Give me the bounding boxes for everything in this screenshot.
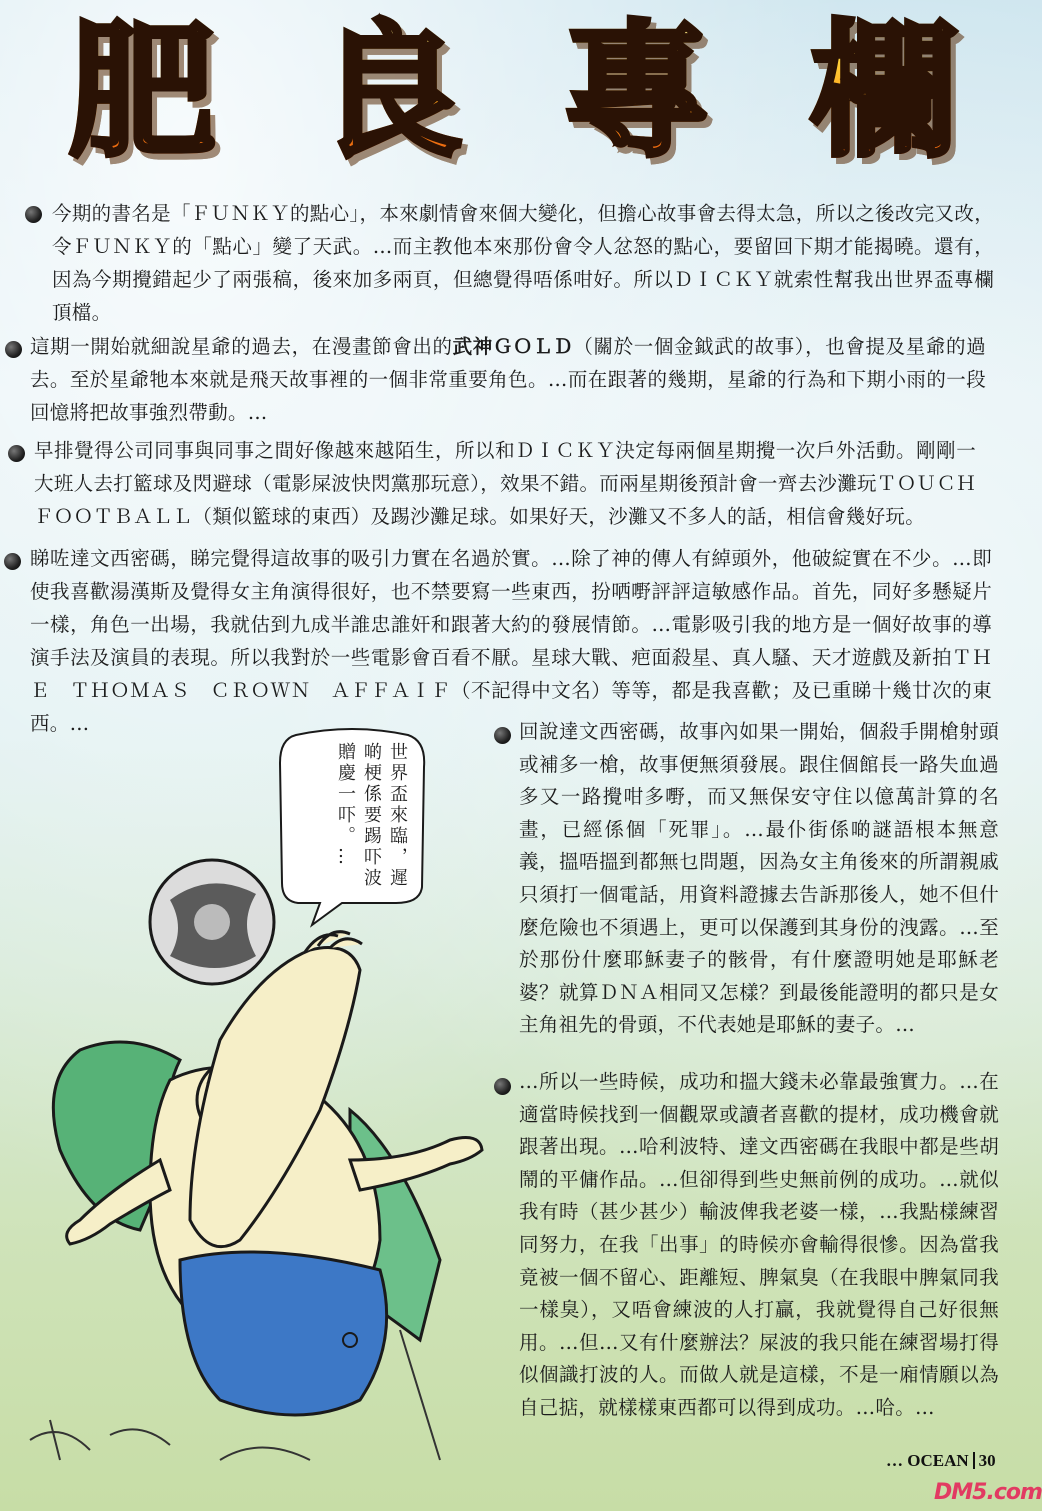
book-title: 武神ＧＯＬＤ [452, 335, 574, 358]
page-number: 30 [978, 1451, 996, 1470]
footer-dots: … [886, 1451, 903, 1470]
bullet-icon [494, 727, 511, 744]
footer-divider [973, 1452, 975, 1469]
title-char: 良 [271, 19, 507, 165]
paragraph-2-text-b: （關於一個金鉞武的故事），也會提及星爺的過去。至於星爺牠本來就是飛天故事裡的一個非常重要角色。…而在跟著的幾期，星爺的行為和下期小雨的一段回憶將把故事強烈帶動。… [30, 335, 986, 424]
bullet-icon [5, 341, 22, 358]
bullet-icon [25, 206, 42, 223]
title-char: 肥 [24, 19, 260, 165]
magazine-name: OCEAN [907, 1451, 969, 1470]
paragraph-1: 今期的書名是「ＦＵＮＫＹ的點心」，本來劇情會來個大變化，但擔心故事會去得太急，所以之後改完又改，令ＦＵＮＫＹ的「點心」變了天武。…而主教他本來那份會令人忿怒的點心，要留回下期才能揭曉。還有，因為今期攪錯起少了兩張稿，後來加多兩頁，但總覺得唔係咁好。所以ＤＩＣＫＹ就索性幫我出世界盃專欄頂檔。 [52, 202, 994, 324]
paragraph-6: …所以一些時候，成功和搵大錢未必靠最強實力。…在適當時候找到一個觀眾或讀者喜歡的提材，成功機會就跟著出現。…哈利波特、達文西密碼在我眼中都是些胡鬧的平傭作品。…但卻得到些史無前例的成功。…就似我有時（甚少甚少）輸波俾我老婆一樣，…我點樣練習同努力，在我「出事」的時候亦會輸得很慘。因為當我竟被一個不留心、距離短、脾氣臭（在我眼中脾氣同我一樣臭），又唔會練波的人打贏，我就覺得自己好很無用。…但…又有什麼辦法？屎波的我只能在練習場打得似個識打波的人。而做人就是這樣，不是一廂情願以為自己掂，就樣樣東西都可以得到成功。…哈。… [519, 1070, 999, 1419]
title-char: 欄 [766, 19, 1002, 165]
paragraph-5: 回說達文西密碼，故事內如果一開始，個殺手開槍射頭或補多一槍，故事便無須發展。跟住個館長一路失血過多又一路攪咁多嘢，而又無保安守住以億萬計算的名畫，已經係個「死罪」。…最仆街係啲謎語根本無意義，搵唔搵到都無乜問題，因為女主角後來的所謂親戚只須打一個電話，用資料證據去告訴那後人，她不但什麼危險也不須遇上，更可以保護到其身份的洩露。…至於那份什麼耶穌妻子的骸骨，有什麼證明她是耶穌老婆？就算ＤＮＡ相同又怎樣？到最後能證明的都只是女主角祖先的骨頭，不代表她是耶穌的妻子。… [519, 720, 999, 1037]
column-title [18, 7, 1008, 177]
site-watermark: DM5.com [934, 1480, 1042, 1505]
paragraph-3: 早排覺得公司同事與同事之間好像越來越陌生，所以和ＤＩＣＫＹ決定每兩個星期攪一次戶外活動。剛剛一大班人去打籃球及閃避球（電影屎波快閃黨那玩意），效果不錯。而兩星期後預計會一齊去沙灘玩ＴＯＵＣＨ ＦＯＯＴＢＡＬＬ（類似籃球的東西）及踢沙灘足球。如果好天，沙灘又不多人的話，相信會幾好玩。 [34, 439, 976, 528]
paragraph-2-text-a: 這期一開始就細說星爺的過去，在漫畫節會出的 [30, 335, 453, 358]
bullet-icon [8, 445, 25, 462]
speech-bubble-text: 世界盃來臨，遲啲梗係要踢吓波贈慶一吓。… [335, 742, 408, 889]
bullet-icon [4, 553, 21, 570]
footer-page-mark [886, 1451, 996, 1471]
title-char: 專 [519, 19, 755, 165]
soccer-character-illustration [20, 860, 500, 1470]
paragraph-2 [30, 330, 986, 429]
paragraph-4: 睇咗達文西密碼，睇完覺得這故事的吸引力實在名過於實。…除了神的傳人有綽頭外，他破綻實在不少。…即使我喜歡湯漢斯及覺得女主角演得很好，也不禁要寫一些東西，扮哂嘢評評這敏感作品。首先，同好多懸疑片一樣，角色一出場，我就估到九成半誰忠誰奸和跟著大約的發展情節。…電影吸引我的地方是一個好故事的導演手法及演員的表現。所以我對於一些電影會百看不厭。星球大戰、疤面殺星、真人騷、天才遊戲及新拍ＴＨＥ ＴＨＯＭＡＳ ＣＲＯＷＮ ＡＦＦＡＩＦ（不記得中文名）等等，都是我喜歡；及已重睇十幾廿次的東西。… [30, 547, 992, 735]
soccer-ball-icon [150, 860, 274, 984]
